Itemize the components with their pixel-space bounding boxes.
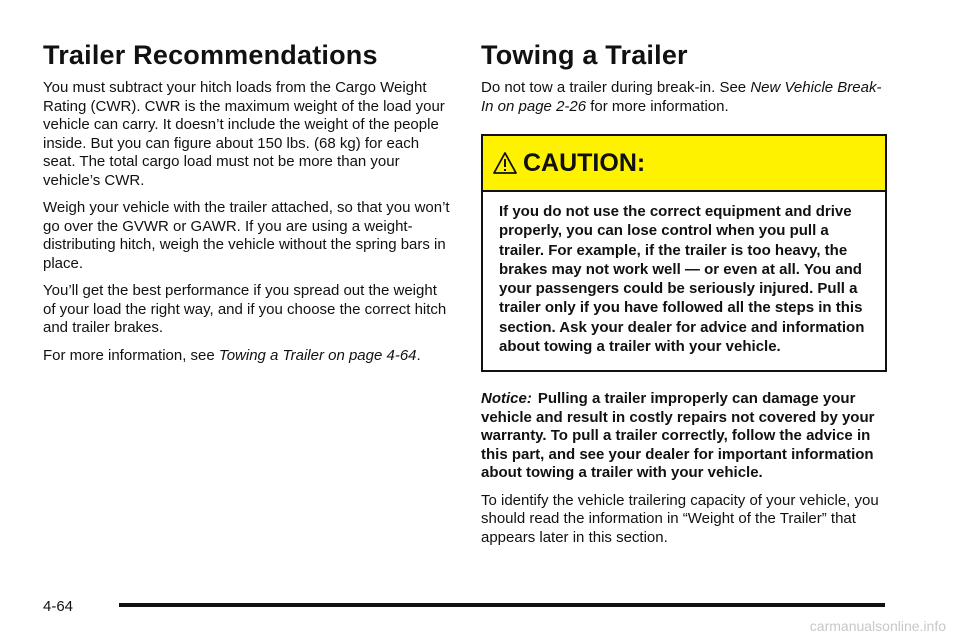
paragraph-weigh: Weigh your vehicle with the trailer attached, so that you won’t go over the GVWR or GAWR. If you are using a weight-distributing hitch, weigh the vehicle without the spring bars in place. [43,199,450,272]
caution-box [481,134,887,372]
notice-paragraph [481,390,889,483]
section-heading-towing-a-trailer: Towing a Trailer [481,40,688,70]
break-in-text: Do not tow a trailer during break-in. See [481,79,751,96]
footer-rule [119,603,885,607]
caution-body: If you do not use the correct equipment and drive properly, you can lose control when you pull a trailer. For example, if the trailer is too heavy, the brakes may not work well — or even at all. You and your passengers could be seriously injured. Pull a trailer only if you have followed all the steps in this section. Ask your dealer for advice and information about towing a trailer with your vehicle. [499,203,865,356]
break-in-end: for more information. [586,97,729,115]
paragraph-cwr: You must subtract your hitch loads from the Cargo Weight Rating (CWR). CWR is the maximum weight of the load your vehicle can carry. It doesn’t include the weight of the people inside. But you can figure about 150 lbs. (68 kg) for each seat. The total cargo load must not be more than your vehicle’s CWR. [43,79,445,189]
caution-title: CAUTION: [523,148,646,177]
section-heading-trailer-recommendations: Trailer Recommendations [43,40,378,70]
paragraph-break-in [481,79,889,116]
warning-triangle-icon [493,151,517,175]
caution-header [483,136,885,192]
left-column [43,40,451,374]
right-column [481,40,889,556]
watermark: carmanualsonline.info [809,618,946,634]
more-info-end: . [416,346,421,364]
cross-reference-link[interactable]: Towing a Trailer on page 4-64 [218,346,417,364]
more-info-text: For more information, see [43,346,219,364]
cross-reference-link-break-in[interactable]: New Vehicle Break-In on page 2-26 [481,79,882,115]
page-number: 4-64 [43,598,74,615]
paragraph-trailering-capacity: To identify the vehicle trailering capacity of your vehicle, you should read the information in “Weight of the Trailer” that appears later in this section. [481,491,879,546]
paragraph-more-info [43,347,451,366]
paragraph-performance: You’ll get the best performance if you spread out the weight of your load the right way, and if you choose the correct hitch and trailer brakes. [43,282,447,336]
notice-label: Notice: [481,390,532,408]
notice-text: Pulling a trailer improperly can damage your vehicle and result in costly repairs not covered by your warranty. To pull a trailer correctly, follow the advice in this part, and see your dealer for important information about towing a trailer with your vehicle. [481,390,875,482]
